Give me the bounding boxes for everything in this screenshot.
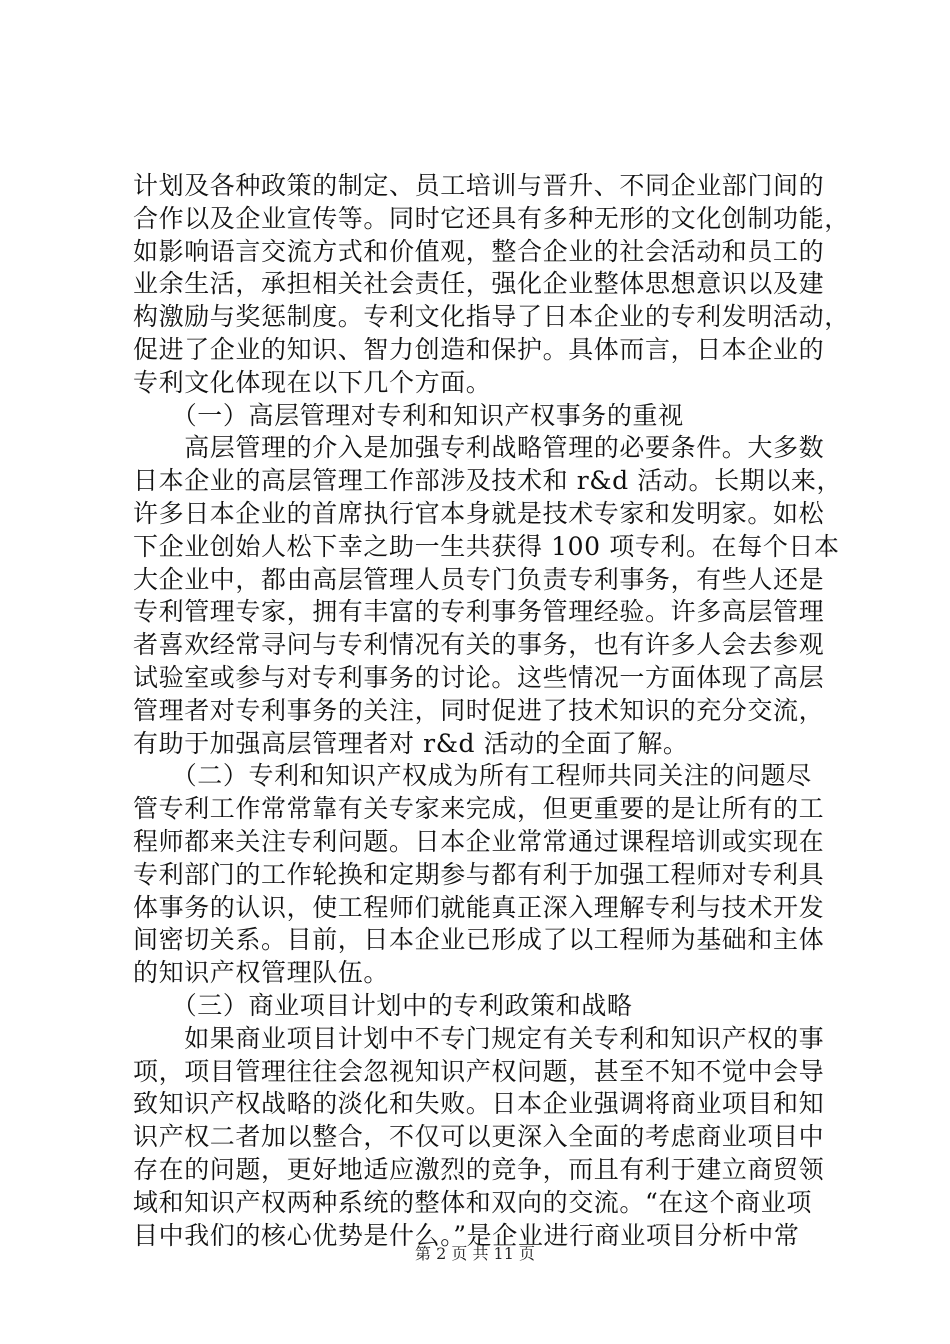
text-line: 如果商业项目计划中不专门规定有关专利和知识产权的事 [133,1023,825,1053]
text-line: 专利文化体现在以下几个方面。 [133,367,492,397]
text-line: 者喜欢经常寻问与专利情况有关的事务，也有许多人会去参观 [133,630,825,660]
text-line: 专利管理专家，拥有丰富的专利事务管理经验。许多高层管理 [133,597,825,627]
text-line: 有助于加强高层管理者对 r&d 活动的全面了解。 [133,728,689,758]
text-line: 存在的问题，更好地适应激烈的竞争，而且有利于建立商贸领 [133,1154,825,1184]
text-line: 促进了企业的知识、智力创造和保护。具体而言，日本企业的 [133,334,825,364]
text-line: 目中我们的核心优势是什么。”是企业进行商业项目分析中常 [133,1220,800,1250]
text-line: 管专利工作常常靠有关专家来完成，但更重要的是让所有的工 [133,794,825,824]
text-line: 域和知识产权两种系统的整体和双向的交流。“在这个商业项 [133,1187,812,1217]
text-line: 大企业中，都由高层管理人员专门负责专利事务，有些人还是 [133,564,825,594]
text-line: 如影响语言交流方式和价值观，整合企业的社会活动和员工的 [133,236,825,266]
text-line: 识产权二者加以整合，不仅可以更深入全面的考虑商业项目中 [133,1122,825,1152]
text-line: 下企业创始人松下幸之助一生共获得 100 项专利。在每个日本 [133,531,840,561]
text-line: 致知识产权战略的淡化和失败。日本企业强调将商业项目和知 [133,1089,825,1119]
text-line: 的知识产权管理队伍。 [133,958,390,988]
text-line: 业余生活，承担相关社会责任，强化企业整体思想意识以及建 [133,269,825,299]
text-line: 程师都来关注专利问题。日本企业常常通过课程培训或实现在 [133,826,825,856]
text-line: （三）商业项目计划中的专利政策和战略 [133,990,633,1020]
text-line: 间密切关系。目前，日本企业已形成了以工程师为基础和主体 [133,925,825,955]
text-line: 计划及各种政策的制定、员工培训与晋升、不同企业部门间的 [133,171,825,200]
text-line: 日本企业的高层管理工作部涉及技术和 r&d 活动。长期以来， [133,466,843,496]
body-text [133,170,850,1252]
text-line: （二）专利和知识产权成为所有工程师共同关注的问题尽 [133,761,812,791]
text-line: 专利部门的工作轮换和定期参与都有利于加强工程师对专利具 [133,859,825,889]
text-line: 许多日本企业的首席执行官本身就是技术专家和发明家。如松 [133,498,825,528]
text-line: 项，项目管理往往会忽视知识产权问题，甚至不知不觉中会导 [133,1056,825,1086]
text-line: 管理者对专利事务的关注，同时促进了技术知识的充分交流， [133,695,825,725]
text-line: 试验室或参与对专利事务的讨论。这些情况一方面体现了高层 [133,662,825,692]
text-line: 体事务的认识，使工程师们就能真正深入理解专利与技术开发 [133,892,825,922]
text-line: （一）高层管理对专利和知识产权事务的重视 [133,400,684,430]
text-line: 高层管理的介入是加强专利战略管理的必要条件。大多数 [133,433,825,463]
text-line: 构激励与奖惩制度。专利文化指导了日本企业的专利发明活动， [133,302,850,332]
page-footer: 第 2 页 共 11 页 [415,1244,535,1263]
text-line: 合作以及企业宣传等。同时它还具有多种无形的文化创制功能， [133,203,850,233]
